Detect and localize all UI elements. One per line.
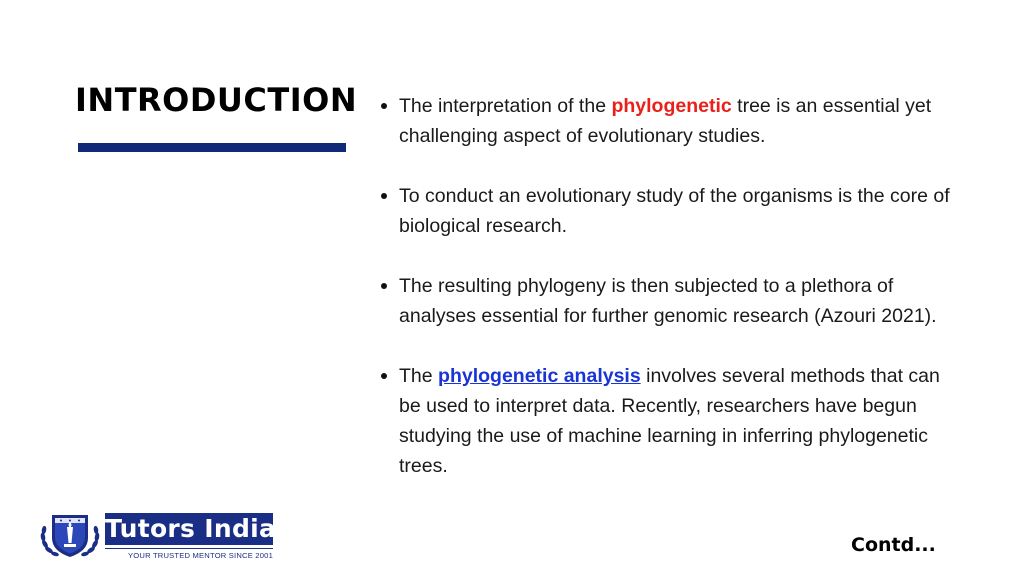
logo-name: Tutors India [105, 514, 277, 543]
bullet-text-before: The [399, 365, 439, 387]
continued-label: Contd... [851, 534, 936, 556]
bullet-text-before: The interpretation of the [399, 95, 612, 117]
bullet-dot-icon [381, 193, 387, 199]
bullet-dot-icon [381, 373, 387, 379]
title-underline [78, 143, 346, 152]
list-item [378, 361, 953, 481]
tutors-india-logo[interactable] [37, 510, 277, 560]
tutors-india-emblem-icon [37, 510, 103, 560]
highlight-phylogenetic: phylogenetic [611, 95, 732, 117]
logo-wordmark [105, 513, 277, 560]
logo-tagline: YOUR TRUSTED MENTOR SINCE 2001 [105, 548, 273, 560]
bullet-text-after: tree is an essential yet challenging aspect of evolutionary studies. [399, 95, 932, 147]
list-item [378, 91, 953, 151]
bullet-text: To conduct an evolutionary study of the organisms is the core of biological research. [399, 185, 950, 237]
bullet-dot-icon [381, 283, 387, 289]
bullet-text: The resulting phylogeny is then subjected to a plethora of analyses essential for further genomic research (Azouri 2021). [399, 275, 937, 327]
list-item [378, 181, 953, 241]
bullet-dot-icon [381, 103, 387, 109]
bullet-list [378, 91, 953, 481]
page-title: INTRODUCTION [75, 81, 358, 119]
phylogenetic-analysis-link[interactable]: phylogenetic analysis [438, 365, 641, 387]
bullet-text-after: involves several methods that can be used to interpret data. Recently, researchers have begun studying the use of machine learning in inferring phylogenetic trees. [399, 365, 940, 477]
list-item [378, 271, 953, 331]
